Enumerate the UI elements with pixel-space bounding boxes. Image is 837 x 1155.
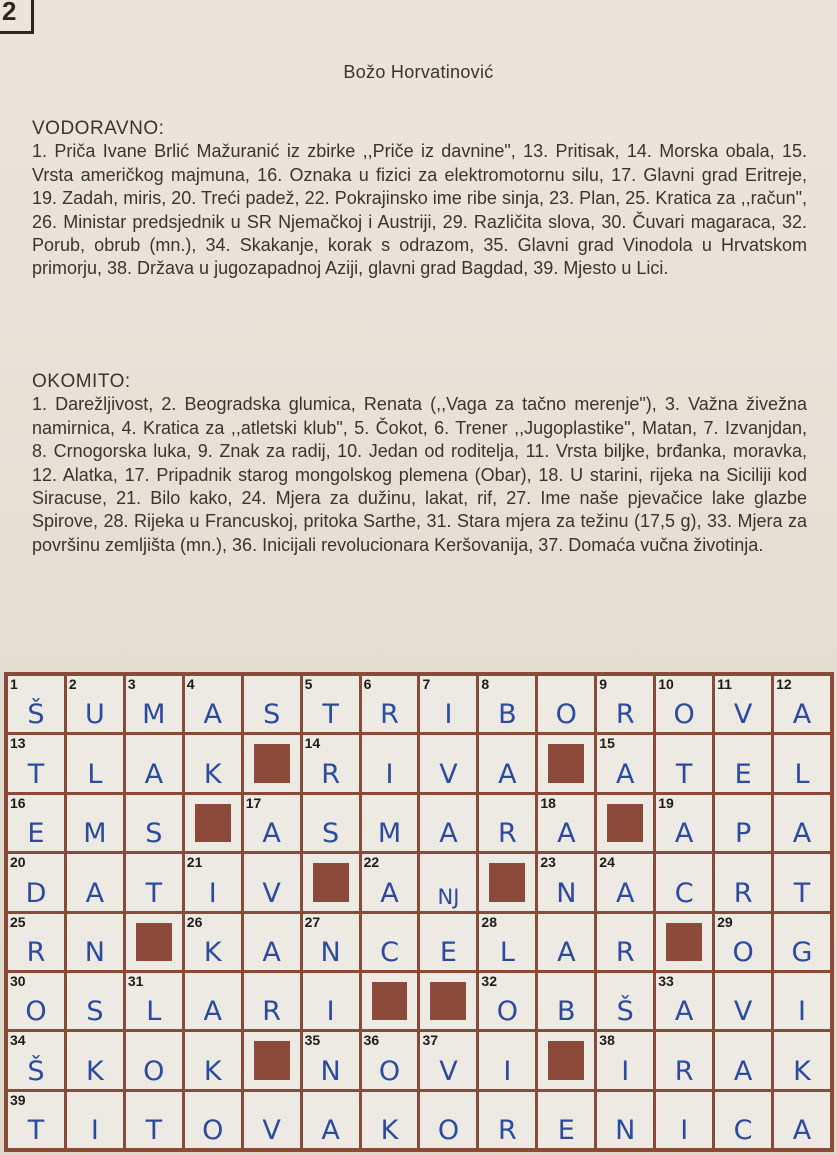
handwritten-letter: V (439, 758, 458, 790)
puzzle-author: Božo Horvatinović (343, 62, 494, 82)
handwritten-letter: M (142, 699, 166, 731)
clue-number: 15 (599, 735, 615, 752)
grid-cell[interactable] (597, 973, 653, 1029)
handwritten-letter: K (203, 758, 222, 790)
handwritten-letter: A (674, 996, 694, 1028)
grid-cell[interactable] (420, 735, 476, 791)
handwritten-letter: I (621, 1055, 630, 1087)
clue-number: 36 (363, 1032, 380, 1049)
grid-block-cell (538, 735, 594, 791)
grid-cell[interactable] (185, 854, 241, 910)
handwritten-letter: L (794, 758, 810, 790)
handwritten-letter: A (380, 877, 399, 909)
grid-cell[interactable] (67, 676, 123, 732)
handwritten-letter: I (90, 1115, 99, 1146)
handwritten-letter: T (145, 1115, 163, 1146)
black-square (548, 1041, 584, 1079)
grid-cell[interactable] (185, 676, 241, 732)
grid-cell[interactable] (67, 1032, 123, 1088)
clue-number: 25 (10, 913, 26, 930)
handwritten-letter: R (498, 1115, 517, 1146)
clue-number: 18 (540, 794, 556, 811)
down-heading: OKOMITO: (32, 371, 131, 392)
handwritten-letter: A (792, 1115, 812, 1146)
grid-cell[interactable] (303, 735, 359, 791)
grid-cell[interactable] (479, 1032, 535, 1088)
handwritten-letter: I (208, 877, 217, 909)
grid-cell[interactable] (597, 735, 653, 791)
handwritten-letter: S (322, 818, 340, 850)
grid-cell[interactable] (538, 854, 594, 910)
black-square (254, 1041, 290, 1079)
grid-cell[interactable] (303, 676, 359, 732)
page-number: 2 (2, 0, 17, 26)
handwritten-letter: K (380, 1115, 399, 1146)
crossword-grid (8, 676, 830, 1148)
across-clue-text: 1. Priča Ivane Brlić Mažuranić iz zbirke ,,Priče iz davnine", 13. Pritisak, 14. Morska obala, 15. Vrsta američkog majmuna, 16. Oznaka u fizici za elektromotornu silu, 17. Glavni grad Eritreje, 19. Zadah, miris, 20. Treći padež, 22. Pokrajinsko ime ribe sinja, 23. Plan, 25. Kratica za ,,račun", 26. Ministar predsjednik u SR Njemačkoj i Austriji, 29. Različita slova, 30. Čuvari magaraca, 32. Porub, obrub (mn.), 34. Skakanje, korak s odrazom, 35. Glavni grad Vinodola u Hrvatskom primorju, 38. Država u jugozapadnoj Aziji, glavni grad Bagdad, 39. Mjesto u Lici. (32, 141, 807, 279)
clue-number: 3 (127, 676, 136, 692)
handwritten-letter: A (144, 758, 164, 790)
grid-block-cell (597, 795, 653, 851)
grid-cell[interactable] (774, 973, 830, 1029)
grid-cell[interactable] (597, 914, 653, 970)
grid-cell[interactable] (303, 973, 359, 1029)
handwritten-letter: R (615, 936, 635, 968)
clue-number: 6 (363, 676, 372, 692)
black-square (430, 982, 466, 1020)
grid-cell[interactable] (656, 1092, 712, 1148)
handwritten-letter: E (734, 758, 752, 790)
clue-number: 20 (10, 854, 26, 871)
grid-block-cell (244, 1032, 300, 1088)
grid-cell[interactable] (126, 854, 182, 910)
handwritten-letter: T (322, 699, 339, 731)
grid-cell[interactable] (126, 1092, 182, 1148)
handwritten-letter: I (326, 996, 335, 1028)
handwritten-letter: A (616, 877, 635, 909)
grid-cell[interactable] (244, 914, 300, 970)
grid-cell[interactable] (420, 1092, 476, 1148)
handwritten-letter: A (792, 699, 812, 731)
handwritten-letter: A (792, 818, 812, 850)
grid-cell[interactable] (479, 914, 535, 970)
clue-number: 33 (658, 972, 674, 989)
handwritten-letter: N (615, 1115, 636, 1146)
handwritten-letter: N (320, 936, 341, 968)
black-square (489, 863, 525, 901)
grid-cell[interactable] (656, 854, 712, 910)
handwritten-letter: K (86, 1055, 104, 1087)
grid-cell[interactable] (67, 735, 123, 791)
grid-cell[interactable] (420, 914, 476, 970)
grid-cell[interactable] (67, 854, 123, 910)
grid-cell[interactable] (597, 854, 653, 910)
handwritten-letter: V (262, 1115, 281, 1146)
handwritten-letter: A (674, 818, 694, 850)
grid-cell[interactable] (420, 854, 476, 910)
handwritten-letter: A (616, 758, 635, 790)
grid-block-cell (656, 914, 712, 970)
clue-number: 34 (10, 1032, 26, 1049)
grid-cell[interactable] (538, 676, 594, 732)
handwritten-letter: A (733, 1055, 753, 1087)
handwritten-letter: R (674, 1055, 694, 1087)
grid-cell[interactable] (185, 735, 241, 791)
grid-cell[interactable] (715, 795, 771, 851)
grid-cell[interactable] (774, 1092, 830, 1148)
crossword-frame (4, 672, 834, 1152)
black-square (666, 923, 702, 961)
grid-cell[interactable] (479, 735, 535, 791)
handwritten-letter: S (263, 699, 281, 731)
grid-cell[interactable] (303, 914, 359, 970)
grid-block-cell (362, 973, 418, 1029)
grid-cell[interactable] (185, 1032, 241, 1088)
grid-cell[interactable] (656, 1032, 712, 1088)
handwritten-letter: C (380, 936, 399, 968)
page-number-box (0, 0, 34, 34)
handwritten-letter: O (25, 996, 47, 1028)
handwritten-letter: G (791, 936, 813, 968)
handwritten-letter: I (680, 1115, 689, 1146)
clue-number: 31 (127, 972, 144, 989)
clue-number: 5 (304, 676, 313, 692)
grid-cell[interactable] (362, 1092, 418, 1148)
handwritten-letter: A (203, 699, 222, 731)
grid-cell[interactable] (8, 973, 64, 1029)
clue-number: 7 (422, 676, 431, 692)
handwritten-letter: I (798, 996, 806, 1028)
grid-cell[interactable] (597, 1092, 653, 1148)
handwritten-letter: N (84, 936, 105, 968)
grid-cell[interactable] (244, 973, 300, 1029)
grid-cell[interactable] (479, 1092, 535, 1148)
grid-block-cell (538, 1032, 594, 1088)
grid-cell[interactable] (656, 676, 712, 732)
handwritten-letter: V (733, 996, 753, 1028)
handwritten-letter: O (378, 1055, 401, 1087)
clue-number: 21 (186, 854, 203, 871)
handwritten-letter: A (439, 818, 458, 850)
grid-cell[interactable] (420, 1032, 476, 1088)
grid-cell[interactable] (420, 795, 476, 851)
grid-cell[interactable] (126, 735, 182, 791)
handwritten-letter: O (673, 699, 695, 731)
handwritten-letter: B (498, 699, 517, 731)
grid-cell[interactable] (8, 795, 64, 851)
clue-number: 28 (481, 913, 497, 930)
grid-cell[interactable] (774, 676, 830, 732)
handwritten-letter: V (262, 877, 281, 909)
clue-number: 12 (776, 676, 792, 692)
handwritten-letter: K (203, 936, 222, 968)
grid-cell[interactable] (774, 735, 830, 791)
grid-cell[interactable] (244, 1092, 300, 1148)
grid-cell[interactable] (362, 676, 418, 732)
handwritten-letter: A (321, 1115, 340, 1146)
handwritten-letter: V (733, 699, 753, 731)
grid-cell[interactable] (244, 854, 300, 910)
handwritten-letter: L (87, 758, 103, 790)
grid-cell[interactable] (479, 973, 535, 1029)
clue-number: 13 (10, 735, 26, 752)
handwritten-letter: C (733, 1115, 753, 1146)
handwritten-letter: O (732, 936, 754, 968)
grid-cell[interactable] (597, 1032, 653, 1088)
handwritten-letter: E (439, 936, 457, 968)
handwritten-letter: I (385, 758, 394, 790)
handwritten-letter: L (499, 936, 515, 968)
grid-cell[interactable] (362, 914, 418, 970)
grid-block-cell (303, 854, 359, 910)
grid-cell[interactable] (126, 1032, 182, 1088)
grid-cell[interactable] (656, 795, 712, 851)
grid-cell[interactable] (126, 795, 182, 851)
grid-cell[interactable] (185, 1092, 241, 1148)
handwritten-letter: L (146, 996, 162, 1028)
clue-number: 10 (658, 676, 674, 692)
clue-number: 24 (599, 854, 615, 871)
clue-number: 2 (68, 676, 77, 692)
handwritten-letter: N (556, 877, 577, 909)
grid-cell[interactable] (774, 795, 830, 851)
handwritten-letter: K (793, 1055, 811, 1087)
handwritten-letter: A (85, 877, 105, 909)
clue-number: 39 (10, 1091, 26, 1108)
handwritten-letter: M (83, 818, 107, 850)
grid-cell[interactable] (479, 676, 535, 732)
handwritten-letter: R (733, 877, 753, 909)
grid-cell[interactable] (538, 1092, 594, 1148)
handwritten-letter: N (320, 1055, 341, 1087)
grid-cell[interactable] (597, 676, 653, 732)
handwritten-letter: D (25, 877, 47, 909)
handwritten-letter: S (145, 818, 163, 850)
grid-cell[interactable] (244, 676, 300, 732)
grid-cell[interactable] (362, 795, 418, 851)
clue-number: 17 (245, 794, 262, 811)
handwritten-letter: O (555, 699, 577, 731)
handwritten-letter: V (439, 1055, 458, 1087)
grid-block-cell (479, 854, 535, 910)
grid-cell[interactable] (362, 1032, 418, 1088)
across-clues (32, 117, 807, 281)
handwritten-letter: R (380, 699, 399, 731)
grid-cell[interactable] (303, 795, 359, 851)
clue-number: 11 (717, 676, 732, 692)
clue-number: 23 (540, 854, 556, 871)
grid-block-cell (185, 795, 241, 851)
handwritten-letter: R (615, 699, 635, 731)
clue-number: 30 (10, 972, 26, 989)
handwritten-letter: C (674, 877, 694, 909)
grid-cell[interactable] (126, 676, 182, 732)
handwritten-letter: E (27, 818, 45, 850)
grid-cell[interactable] (8, 735, 64, 791)
handwritten-letter: NJ (437, 884, 460, 909)
clue-number: 9 (599, 676, 608, 692)
grid-cell[interactable] (538, 914, 594, 970)
handwritten-letter: A (262, 818, 281, 850)
down-clues (32, 370, 807, 557)
grid-cell[interactable] (656, 973, 712, 1029)
clue-number: 27 (304, 913, 321, 930)
grid-cell[interactable] (8, 914, 64, 970)
grid-cell[interactable] (538, 973, 594, 1029)
grid-cell[interactable] (715, 914, 771, 970)
handwritten-letter: Š (27, 1055, 45, 1087)
handwritten-letter: T (793, 877, 811, 909)
clue-number: 16 (10, 794, 26, 811)
handwritten-letter: S (86, 996, 104, 1028)
handwritten-letter: R (498, 818, 517, 850)
clue-number: 37 (422, 1032, 439, 1049)
grid-cell[interactable] (8, 854, 64, 910)
grid-cell[interactable] (774, 914, 830, 970)
grid-cell[interactable] (479, 795, 535, 851)
grid-cell[interactable] (185, 914, 241, 970)
black-square (254, 744, 290, 782)
black-square (607, 804, 643, 842)
handwritten-letter: Š (27, 699, 45, 731)
down-clue-text: 1. Darežljivost, 2. Beogradska glumica, Renata (,,Vaga za tačno merenje"), 3. Važna živežna namirnica, 4. Kratica za ,,atletski klub", 5. Čokot, 6. Trener ,,Jugoplastike", Matan, 7. Izvanjdan, 8. Crnogorska luka, 9. Znak za radij, 10. Jedan od roditelja, 11. Vrsta biljke, brđanka, moravka, 12. Alatka, 17. Pripadnik starog mongolskog plemena (Obar), 18. U starini, rijeka na Siciliji kod Siracuse, 21. Bilo kako, 24. Mjera za dužinu, lakat, rif, 27. Ime naše pjevačice lake glazbe Spirove, 28. Rijeka u Francuskoj, pritoka Sarthe, 31. Stara mjera za težinu (17,5 g), 33. Mjera za površinu zemljišta (mn.), 36. Inicijali revolucionara Keršovanija, 37. Domaća vučna životinja. (32, 394, 807, 555)
handwritten-letter: M (377, 818, 402, 850)
grid-cell[interactable] (244, 795, 300, 851)
handwritten-letter: T (145, 877, 163, 909)
grid-cell[interactable] (8, 1092, 64, 1148)
handwritten-letter: P (734, 818, 752, 850)
grid-cell[interactable] (715, 973, 771, 1029)
grid-cell[interactable] (774, 1032, 830, 1088)
grid-cell[interactable] (715, 1032, 771, 1088)
grid-cell[interactable] (715, 1092, 771, 1148)
grid-cell[interactable] (67, 914, 123, 970)
grid-cell[interactable] (715, 735, 771, 791)
handwritten-letter: A (557, 818, 576, 850)
grid-block-cell (126, 914, 182, 970)
clue-number: 4 (186, 676, 195, 692)
handwritten-letter: O (202, 1115, 224, 1146)
grid-cell[interactable] (362, 735, 418, 791)
clue-number: 38 (599, 1032, 615, 1049)
grid-cell[interactable] (715, 676, 771, 732)
handwritten-letter: A (557, 936, 576, 968)
handwritten-letter: Š (616, 996, 634, 1028)
grid-cell[interactable] (67, 973, 123, 1029)
grid-cell[interactable] (538, 795, 594, 851)
grid-cell[interactable] (303, 1092, 359, 1148)
grid-cell[interactable] (420, 676, 476, 732)
handwritten-letter: U (85, 699, 105, 731)
black-square (136, 923, 172, 961)
handwritten-letter: R (321, 758, 340, 790)
handwritten-letter: A (498, 758, 517, 790)
handwritten-letter: A (203, 996, 222, 1028)
handwritten-letter: B (557, 996, 576, 1028)
black-square (195, 804, 231, 842)
handwritten-letter: T (27, 1115, 45, 1146)
grid-cell[interactable] (362, 854, 418, 910)
grid-cell[interactable] (303, 1032, 359, 1088)
handwritten-letter: E (557, 1115, 575, 1146)
clue-number: 29 (717, 913, 733, 930)
grid-block-cell (420, 973, 476, 1029)
clue-number: 32 (481, 972, 497, 989)
grid-cell[interactable] (126, 973, 182, 1029)
grid-cell[interactable] (185, 973, 241, 1029)
clue-number: 22 (363, 854, 380, 871)
clue-number: 14 (304, 735, 321, 752)
grid-cell[interactable] (656, 735, 712, 791)
grid-cell[interactable] (774, 854, 830, 910)
handwritten-letter: O (437, 1115, 460, 1146)
grid-cell[interactable] (67, 1092, 123, 1148)
grid-cell[interactable] (8, 676, 64, 732)
across-heading: VODORAVNO: (32, 118, 165, 139)
black-square (313, 863, 349, 901)
handwritten-letter: O (496, 996, 519, 1028)
clue-number: 35 (304, 1032, 321, 1049)
grid-cell[interactable] (715, 854, 771, 910)
black-square (548, 744, 584, 782)
black-square (372, 982, 408, 1020)
handwritten-letter: R (262, 996, 282, 1028)
handwritten-letter: K (203, 1055, 222, 1087)
clue-number: 8 (481, 676, 490, 692)
clue-number: 1 (10, 676, 18, 692)
handwritten-letter: T (675, 758, 693, 790)
handwritten-letter: R (26, 936, 46, 968)
handwritten-letter: T (27, 758, 45, 790)
clue-number: 26 (186, 913, 203, 930)
grid-cell[interactable] (8, 1032, 64, 1088)
clue-number: 19 (658, 794, 674, 811)
handwritten-letter: A (262, 936, 281, 968)
grid-block-cell (244, 735, 300, 791)
handwritten-letter: I (503, 1055, 512, 1087)
handwritten-letter: I (444, 699, 453, 731)
grid-cell[interactable] (67, 795, 123, 851)
handwritten-letter: O (143, 1055, 165, 1087)
